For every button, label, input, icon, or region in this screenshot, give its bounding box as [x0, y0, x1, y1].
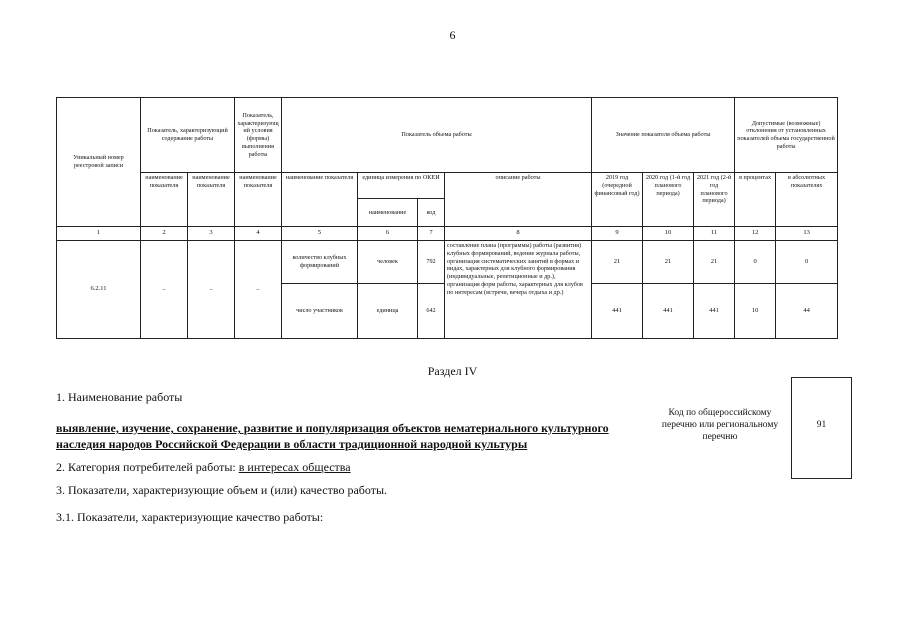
- deviation-percent: 0: [735, 241, 776, 284]
- column-number: 13: [776, 227, 838, 241]
- subheader-year-2019: 2019 год (очередной финансовый год): [592, 173, 643, 227]
- subheader-unit-name: наименование: [358, 199, 418, 227]
- subheader-indicator-name: наименование показателя: [188, 173, 235, 227]
- work-name-line-1: выявление, изучение, сохранение, развитие и популяризация объектов нематериального культурного: [56, 421, 609, 435]
- column-number: 10: [643, 227, 694, 241]
- column-number: 5: [282, 227, 358, 241]
- header-deviation: Допустимые (возможные) отклонения от установленных показателей объема государственной работы: [735, 98, 838, 173]
- column-number: 6: [358, 227, 418, 241]
- value-2020: 21: [643, 241, 694, 284]
- header-volume-value: Значение показателя объема работы: [592, 98, 735, 173]
- deviation-absolute: 0: [776, 241, 838, 284]
- column-number: 3: [188, 227, 235, 241]
- consumer-category-value: в интересах общества: [238, 460, 351, 474]
- unit-code: 792: [418, 241, 445, 284]
- work-volume-table: [56, 97, 838, 339]
- subheader-year-2020: 2020 год (1-й год планового периода): [643, 173, 694, 227]
- deviation-percent: 10: [735, 284, 776, 339]
- subheader-indicator-name: наименование показателя: [235, 173, 282, 227]
- column-number: 9: [592, 227, 643, 241]
- work-name-line-2: наследия народов Российской Федерации в области традиционной народной культуры: [56, 436, 528, 451]
- empty-dash: –: [188, 241, 235, 339]
- consumer-category: [56, 460, 351, 475]
- subheader-unit-code: код: [418, 199, 445, 227]
- subheader-percent: в процентах: [735, 173, 776, 227]
- column-number: 2: [141, 227, 188, 241]
- subheader-absolute: в абсолютных показателях: [776, 173, 838, 227]
- consumer-category-label: 2. Категория потребителей работы:: [56, 460, 239, 474]
- indicators-heading: 3. Показатели, характеризующие объем и (или) качество работы.: [56, 483, 388, 497]
- empty-dash: –: [235, 241, 282, 339]
- deviation-absolute: 44: [776, 284, 838, 339]
- column-number: 12: [735, 227, 776, 241]
- subheader-indicator-name: наименование показателя: [282, 173, 358, 227]
- value-2019: 441: [592, 284, 643, 339]
- column-number: 8: [445, 227, 592, 241]
- subheader-indicator-name: наименование показателя: [141, 173, 188, 227]
- quality-heading: 3.1. Показатели, характеризующие качество работы:: [56, 510, 324, 524]
- value-2019: 21: [592, 241, 643, 284]
- registry-code-value: 91: [816, 420, 827, 430]
- header-content-indicator: Показатель, характеризующий содержание работы: [141, 98, 235, 173]
- registry-code: 6.2.11: [57, 241, 141, 339]
- subheader-year-2021: 2021 год (2-й год планового периода): [694, 173, 735, 227]
- page-number: 6: [449, 28, 456, 42]
- unit-name: единица: [358, 284, 418, 339]
- subheader-description: описание работы: [445, 173, 592, 227]
- column-number: 1: [57, 227, 141, 241]
- work-name-label: 1. Наименование работы: [56, 390, 183, 404]
- header-unique-number: Уникальный номер реестровой записи: [57, 98, 141, 227]
- indicator-name: число участников: [282, 284, 358, 339]
- table-row: [57, 241, 838, 284]
- section-title: Раздел IV: [427, 364, 478, 378]
- value-2020: 441: [643, 284, 694, 339]
- unit-code: 642: [418, 284, 445, 339]
- column-number: 7: [418, 227, 445, 241]
- column-number: 11: [694, 227, 735, 241]
- registry-code-label: Код по общероссийскому перечню или региональному перечню: [661, 408, 779, 442]
- value-2021: 21: [694, 241, 735, 284]
- header-volume-indicator: Показатель объема работы: [282, 98, 592, 173]
- subheader-unit: единица измерения по ОКЕИ: [358, 173, 445, 199]
- table-subheader-row: [57, 173, 838, 199]
- indicator-name: количество клубных формирований: [282, 241, 358, 284]
- column-number-row: [57, 227, 838, 241]
- work-description: составление плана (программы) работы (развития) клубных формирований, ведение журнала работы, организация систематических занятий в формах и видах, характерных для клубного формирования (индивидуальные, репетиционные и др.), организация форм работы, характерных для клубов по интересам (встречи, вечера отдыха и др.): [445, 241, 592, 339]
- column-number: 4: [235, 227, 282, 241]
- value-2021: 441: [694, 284, 735, 339]
- header-conditions-indicator: Показатель, характеризующий условия (формы) выполнения работы: [235, 98, 282, 173]
- work-name: [56, 421, 626, 452]
- table-header-row: [57, 98, 838, 173]
- empty-dash: –: [141, 241, 188, 339]
- unit-name: человек: [358, 241, 418, 284]
